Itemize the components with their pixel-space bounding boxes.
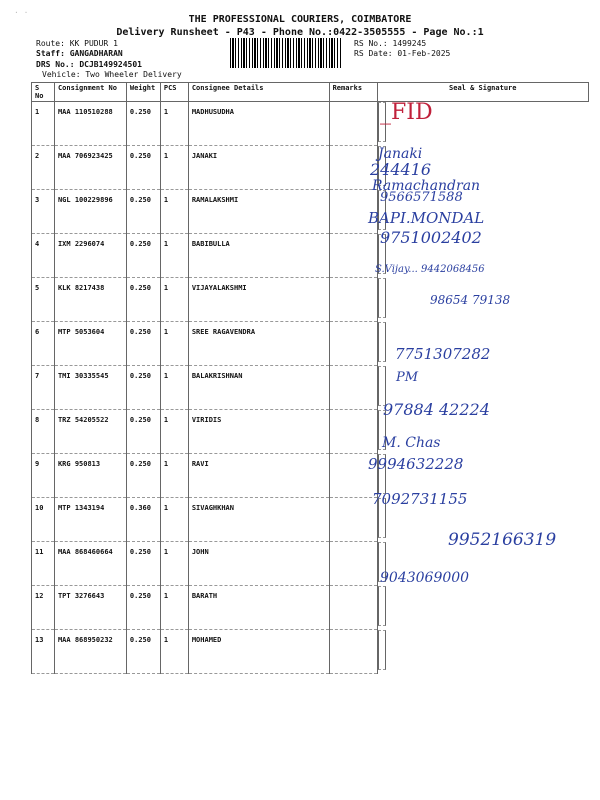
pcs-cell: 1: [160, 454, 188, 498]
handwritten-phone: 7751307282: [395, 345, 491, 363]
consignee-cell: VIRIDIS: [188, 410, 329, 454]
col-sno: S No: [32, 83, 55, 102]
s-no-cell: 10: [32, 498, 55, 542]
consignment-no-cell: MTP 1343194: [54, 498, 126, 542]
consignee-cell: MADHUSUDHA: [188, 102, 329, 146]
s-no-cell: 12: [32, 586, 55, 630]
consignee-cell: MOHAMED: [188, 630, 329, 674]
s-no-cell: 8: [32, 410, 55, 454]
handwritten-phone: 9952166319: [448, 530, 557, 550]
col-signature: Seal & Signature: [377, 83, 588, 102]
s-no-cell: 4: [32, 234, 55, 278]
pcs-cell: 1: [160, 234, 188, 278]
route-label: Route: KK PUDUR 1: [36, 39, 118, 48]
signature-janaki: Janaki: [378, 146, 423, 162]
pcs-cell: 1: [160, 410, 188, 454]
remarks-cell: [329, 542, 377, 586]
handwritten-phone: 98654 79138: [430, 293, 511, 307]
rs-date: RS Date: 01-Feb-2025: [354, 49, 451, 58]
consignee-cell: JANAKI: [188, 146, 329, 190]
consignee-cell: VIJAYALAKSHMI: [188, 278, 329, 322]
table-row: [32, 102, 589, 146]
consignee-cell: RAMALAKSHMI: [188, 190, 329, 234]
s-no-cell: 3: [32, 190, 55, 234]
consignment-no-cell: TMI 30335545: [54, 366, 126, 410]
remarks-cell: [329, 498, 377, 542]
pcs-cell: 1: [160, 498, 188, 542]
remarks-cell: [329, 586, 377, 630]
weight-cell: 0.250: [126, 190, 160, 234]
remarks-cell: [329, 630, 377, 674]
handwritten-phone: 9751002402: [380, 228, 482, 247]
remarks-cell: [329, 366, 377, 410]
weight-cell: 0.250: [126, 366, 160, 410]
table-row: [32, 454, 589, 498]
consignee-cell: BALAKRISHNAN: [188, 366, 329, 410]
pcs-cell: 1: [160, 102, 188, 146]
remarks-cell: [329, 322, 377, 366]
signature-cell: [378, 278, 386, 318]
weight-cell: 0.250: [126, 234, 160, 278]
s-no-cell: 7: [32, 366, 55, 410]
s-no-cell: 9: [32, 454, 55, 498]
pcs-cell: 1: [160, 630, 188, 674]
handwritten-phone: 9043069000: [380, 570, 470, 586]
consignment-no-cell: TPT 3276643: [54, 586, 126, 630]
handwritten-phone: 9566571588: [380, 190, 463, 205]
pcs-cell: 1: [160, 366, 188, 410]
weight-cell: 0.250: [126, 586, 160, 630]
weight-cell: 0.250: [126, 102, 160, 146]
signature-pm: PM: [396, 370, 419, 385]
consignment-no-cell: MAA 868950232: [54, 630, 126, 674]
s-no-cell: 13: [32, 630, 55, 674]
drs-number: DRS No.: DCJB149924501: [36, 60, 142, 69]
handwritten-number: 244416: [370, 160, 432, 179]
remarks-cell: [329, 278, 377, 322]
pcs-cell: 1: [160, 190, 188, 234]
remarks-cell: [329, 234, 377, 278]
table-row: [32, 410, 589, 454]
s-no-cell: 2: [32, 146, 55, 190]
runsheet-table: [31, 82, 589, 674]
company-title: THE PROFESSIONAL COURIERS, COIMBATORE: [188, 14, 412, 25]
handwritten-phone: 9994632228: [368, 455, 464, 473]
handwritten-phone: 7092731155: [372, 490, 468, 508]
consignee-cell: JOHN: [188, 542, 329, 586]
staff-label: Staff: GANGADHARAN: [36, 49, 123, 58]
weight-cell: 0.250: [126, 278, 160, 322]
col-weight: Weight: [126, 83, 160, 102]
pcs-cell: 1: [160, 586, 188, 630]
pcs-cell: 1: [160, 322, 188, 366]
consignee-cell: RAVI: [188, 454, 329, 498]
signature-vijay: S.Vijay... 9442068456: [375, 264, 485, 275]
weight-cell: 0.250: [126, 146, 160, 190]
table-row: [32, 190, 589, 234]
table-row: [32, 630, 589, 674]
signature-cell: [378, 630, 386, 670]
vehicle-label: Vehicle: Two Wheeler Delivery: [42, 70, 182, 79]
remarks-cell: [329, 410, 377, 454]
consignment-no-cell: IXM 2296074: [54, 234, 126, 278]
pcs-cell: 1: [160, 278, 188, 322]
pcs-cell: 1: [160, 146, 188, 190]
table-row: [32, 366, 589, 410]
s-no-cell: 6: [32, 322, 55, 366]
weight-cell: 0.250: [126, 322, 160, 366]
consignee-cell: BABIBULLA: [188, 234, 329, 278]
table-row: [32, 586, 589, 630]
remarks-cell: [329, 102, 377, 146]
weight-cell: 0.250: [126, 410, 160, 454]
handwritten-phone: 97884 42224: [383, 400, 490, 419]
signature-cell: [378, 322, 386, 362]
consignment-no-cell: KLK 8217438: [54, 278, 126, 322]
col-consignee: Consignee Details: [188, 83, 329, 102]
col-pcs: PCS: [160, 83, 188, 102]
barcode: [230, 38, 342, 68]
s-no-cell: 11: [32, 542, 55, 586]
rs-number: RS No.: 1499245: [354, 39, 427, 48]
table-row: [32, 322, 589, 366]
consignment-no-cell: MAA 868460664: [54, 542, 126, 586]
s-no-cell: 1: [32, 102, 55, 146]
col-consignment: Consignment No: [54, 83, 126, 102]
weight-cell: 0.250: [126, 454, 160, 498]
signature-ramachandran: Ramachandran: [372, 178, 481, 194]
consignment-no-cell: MTP 5053604: [54, 322, 126, 366]
signature-bapi-mondal: BAPI.MONDAL: [368, 209, 485, 227]
col-remarks: Remarks: [329, 83, 377, 102]
weight-cell: 0.360: [126, 498, 160, 542]
fid-handwriting: _FID: [380, 100, 433, 125]
consignment-no-cell: TRZ 54205522: [54, 410, 126, 454]
table-row: [32, 234, 589, 278]
runsheet-title: Delivery Runsheet - P43 - Phone No.:0422-3505555 - Page No.:1: [116, 27, 484, 38]
consignment-no-cell: MAA 110510288: [54, 102, 126, 146]
consignee-cell: BARATH: [188, 586, 329, 630]
weight-cell: 0.250: [126, 630, 160, 674]
scan-mark: · ·: [14, 8, 29, 17]
consignee-cell: SREE RAGAVENDRA: [188, 322, 329, 366]
consignment-no-cell: MAA 706923425: [54, 146, 126, 190]
consignee-cell: SIVAGHKHAN: [188, 498, 329, 542]
signature-cell: [378, 586, 386, 626]
consignment-no-cell: NGL 100229896: [54, 190, 126, 234]
table-row: [32, 146, 589, 190]
signature-m-chas: M. Chas: [382, 435, 441, 451]
table-header-row: [32, 83, 589, 102]
weight-cell: 0.250: [126, 542, 160, 586]
s-no-cell: 5: [32, 278, 55, 322]
consignment-no-cell: KRG 950813: [54, 454, 126, 498]
pcs-cell: 1: [160, 542, 188, 586]
